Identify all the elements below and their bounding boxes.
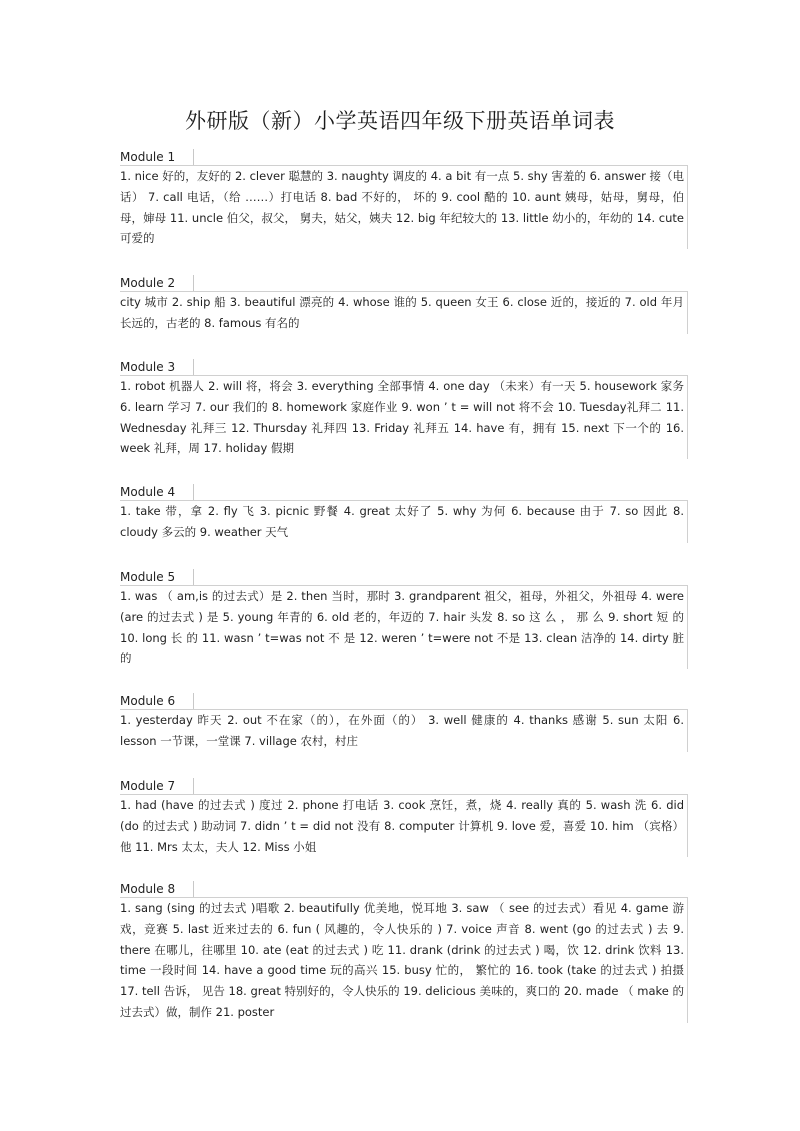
module-word-list: 1. had (have 的过去式 ) 度过 2. phone 打电话 3. cook 烹饪，煮，烧 4. really 真的 5. wash 洗 6. did (do 的过去式 ) 助动词 7. didn ’ t = did not 没有 8. computer 计算机 9. love 爱，喜爱 10. him （宾格）他 11. Mrs 太太，夫人 12. Miss 小姐 — [120, 794, 688, 857]
module-word-list: 1. robot 机器人 2. will 将，将会 3. everything 全部事情 4. one day （未来）有一天 5. housework 家务 6. learn 学习 7. our 我们的 8. homework 家庭作业 9. won ’ t = will not 将不会 10. Tuesday礼拜二 11. Wednesday 礼拜三 12. Thursday 礼拜四 13. Friday 礼拜五 14. have 有，拥有 15. next 下一个的 16. week 礼拜，周 17. holiday 假期 — [120, 375, 688, 459]
module-section — [120, 146, 688, 249]
module-section — [120, 878, 688, 1023]
module-word-list: 1. was （ am,is 的过去式）是 2. then 当时，那时 3. grandparent 祖父，祖母，外祖父，外祖母 4. were (are 的过去式 ) 是 5. young 年青的 6. old 老的，年迈的 7. hair 头发 8. so 这 么 ， 那 么 9. short 短 的 10. long 长 的 11. wasn ’ t=was not 不 是 12. weren ’ t=were not 不是 13. clean 洁净的 14. dirty 脏的 — [120, 585, 688, 669]
module-word-list: 1. nice 好的，友好的 2. clever 聪慧的 3. naughty 调皮的 4. a bit 有一点 5. shy 害羞的 6. answer 接（电话） 7. call 电话，（给 ……）打电话 8. bad 不好的， 坏的 9. cool 酷的 10. aunt 姨母，姑母，舅母，伯母，婶母 11. uncle 伯父，叔父， 舅夫，姑父，姨夫 12. big 年纪较大的 13. little 幼小的，年幼的 14. cute 可爱的 — [120, 165, 688, 249]
module-heading: Module 4 — [120, 484, 194, 500]
module-heading: Module 1 — [120, 149, 194, 165]
module-word-list: 1. yesterday 昨天 2. out 不在家（的），在外面（的） 3. well 健康的 4. thanks 感谢 5. sun 太阳 6. lesson 一节课，一堂课 7. village 农村，村庄 — [120, 709, 688, 752]
page-title: 外研版（新）小学英语四年级下册英语单词表 — [185, 109, 615, 133]
module-section — [120, 690, 688, 752]
module-heading: Module 2 — [120, 275, 194, 291]
module-section — [120, 775, 688, 857]
module-section — [120, 272, 688, 334]
module-section — [120, 356, 688, 459]
module-heading: Module 3 — [120, 359, 194, 375]
module-heading: Module 5 — [120, 569, 194, 585]
module-section — [120, 481, 688, 543]
module-heading: Module 8 — [120, 881, 194, 897]
module-word-list: 1. take 带，拿 2. fly 飞 3. picnic 野餐 4. great 太好了 5. why 为何 6. because 由于 7. so 因此 8. cloudy 多云的 9. weather 天气 — [120, 500, 688, 543]
module-section — [120, 566, 688, 669]
module-word-list: 1. sang (sing 的过去式 )唱歌 2. beautifully 优美地，悦耳地 3. saw （ see 的过去式）看见 4. game 游戏，竞赛 5. last 近来过去的 6. fun ( 风趣的，令人快乐的 ) 7. voice 声音 8. went (go 的过去式 ) 去 9. there 在哪儿，往哪里 10. ate (eat 的过去式 ) 吃 11. drank (drink 的过去式 ) 喝，饮 12. drink 饮料 13. time 一段时间 14. have a good time 玩的高兴 15. busy 忙的， 繁忙的 16. took (take 的过去式 ) 拍摄 17. tell 告诉， 见告 18. great 特别好的，令人快乐的 19. delicious 美味的，爽口的 20. made （ make 的过去式）做，制作 21. poster — [120, 897, 688, 1023]
module-heading: Module 7 — [120, 778, 194, 794]
module-word-list: city 城市 2. ship 船 3. beautiful 漂亮的 4. whose 谁的 5. queen 女王 6. close 近的，接近的 7. old 年月长远的，古老的 8. famous 有名的 — [120, 291, 688, 334]
module-heading: Module 6 — [120, 693, 194, 709]
